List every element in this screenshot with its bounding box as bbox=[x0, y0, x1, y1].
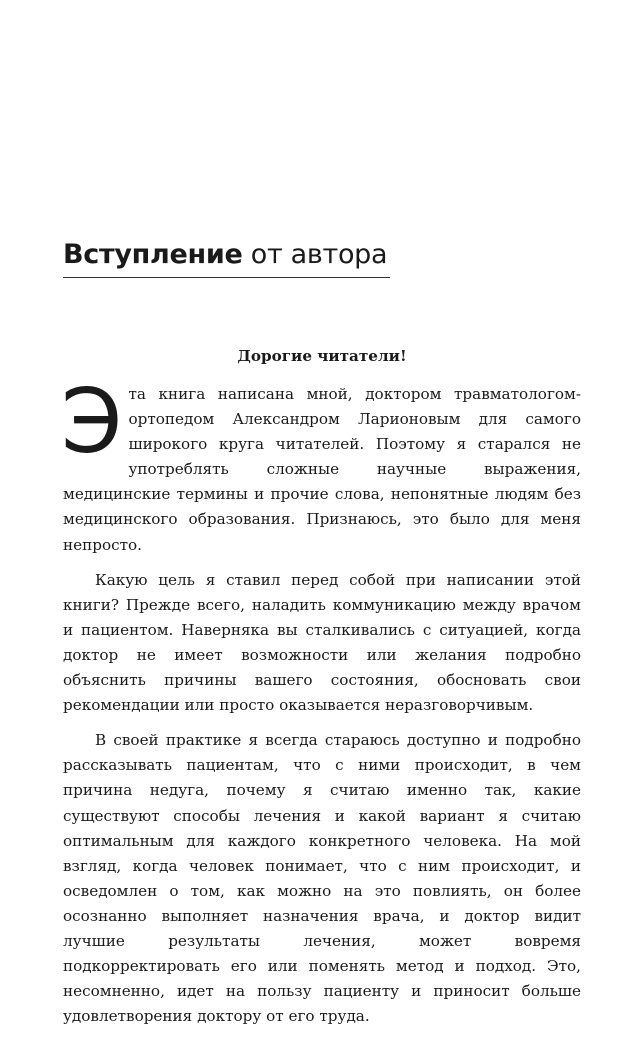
salutation: Дорогие читатели! bbox=[237, 347, 407, 365]
paragraph-2: Какую цель я ставил перед собой при написании этой книги? Прежде всего, наладить коммуникацию между врачом и пациентом. Наверняка вы сталкивались с ситуацией, когда доктор не имеет возможности или желания подробно объяснить причины вашего состояния, обосновать свои рекомендации или просто оказывается неразговорчивым. bbox=[63, 570, 581, 715]
chapter-heading-bold: Вступление bbox=[63, 239, 243, 270]
paragraph-3: В своей практике я всегда стараюсь доступно и подробно рассказывать пациентам, что с ними происходит, в чем причина недуга, почему я считаю именно так, какие существуют способы лечения и какой вариант я считаю оптимальным для каждого конкретного человека. На мой взгляд, когда человек понимает, что с ним происходит, и осведомлен о том, как можно на это повлиять, он более осознанно выполняет назначения врача, и доктор видит лучшие результаты лечения, может вовремя подкорректировать его или поменять метод и подход. Это, несомненно, идет на пользу пациенту и приносит больше удовлетворения доктору от его труда. bbox=[63, 731, 581, 1026]
chapter-heading bbox=[63, 236, 390, 278]
paragraph-1 bbox=[61, 370, 581, 558]
drop-cap: Э bbox=[61, 370, 123, 473]
paragraph-1-text: та книга написана мной, доктором травматологом-ортопедом Александром Ларионовым для самого широкого круга читателей. Поэтому я старался не употреблять сложные научные выражения, медицинские термины и прочие слова, непонятные людям без медицинского образования. Признаюсь, это было для меня непросто. bbox=[63, 385, 581, 554]
chapter-heading-normal: от автора bbox=[242, 239, 388, 270]
body-text bbox=[63, 344, 581, 1039]
